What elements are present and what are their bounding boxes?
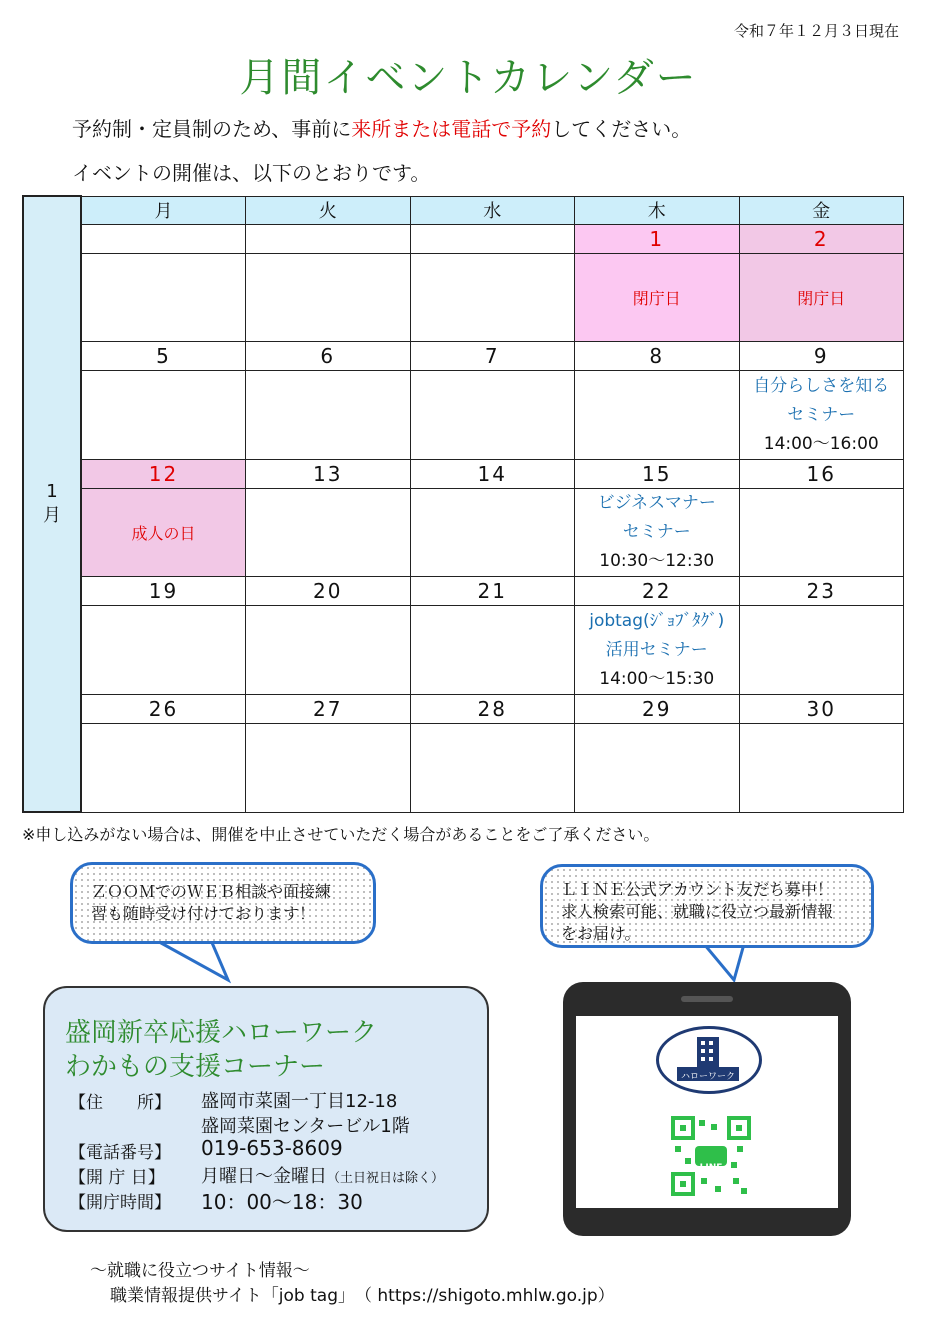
month-label bbox=[23, 196, 81, 812]
day-cell bbox=[739, 606, 904, 694]
day-number: 28 bbox=[410, 694, 575, 723]
event-title: 自分らしさを知る bbox=[753, 375, 890, 396]
event-calendar bbox=[22, 195, 904, 813]
line-qr-code[interactable] bbox=[671, 1116, 751, 1196]
bubble-text: 習も随時受け付けております！ bbox=[91, 904, 316, 923]
day-number: 26 bbox=[81, 694, 246, 723]
open-days-value: 月曜日～金曜日 bbox=[201, 1166, 327, 1187]
weekday-fri: 金 bbox=[739, 196, 904, 224]
open-days bbox=[201, 1162, 444, 1188]
phone-speaker bbox=[681, 996, 733, 1002]
intro-highlight: 来所または電話で予約 bbox=[351, 117, 552, 141]
event-self-discovery-seminar bbox=[739, 371, 904, 459]
day-number: 9 bbox=[739, 342, 904, 371]
day-number bbox=[81, 224, 246, 253]
day-cell bbox=[81, 371, 246, 459]
day-number: 7 bbox=[410, 342, 575, 371]
phone-screen bbox=[576, 1016, 838, 1208]
day-number: 29 bbox=[575, 694, 740, 723]
day-number: 21 bbox=[410, 577, 575, 606]
site-info-heading: ～就職に役立つサイト情報～ bbox=[90, 1261, 310, 1281]
day-cell bbox=[410, 724, 575, 812]
qr-label: LINE bbox=[699, 1163, 723, 1173]
day-number-holiday: 12 bbox=[81, 459, 246, 488]
day-cell bbox=[246, 606, 411, 694]
day-cell bbox=[410, 606, 575, 694]
day-number bbox=[410, 224, 575, 253]
day-number: 15 bbox=[575, 459, 740, 488]
event-jobtag-seminar bbox=[575, 606, 740, 694]
office-name: 盛岡新卒応援ハローワーク bbox=[65, 1018, 378, 1048]
phone-number: 019-653-8609 bbox=[201, 1136, 343, 1160]
bubble-text: 求人検索可能、就職に役立つ最新情報 bbox=[561, 902, 834, 921]
open-days-note: （土日祝日は除く） bbox=[327, 1171, 445, 1186]
day-cell bbox=[739, 488, 904, 576]
day-number bbox=[246, 224, 411, 253]
day-number-holiday: 2 bbox=[739, 224, 904, 253]
day-cell bbox=[410, 488, 575, 576]
weekday-mon: 月 bbox=[81, 196, 246, 224]
intro-schedule: イベントの開催は、以下のとおりです。 bbox=[72, 161, 431, 185]
holiday-closed: 閉庁日 bbox=[739, 253, 904, 341]
day-number: 6 bbox=[246, 342, 411, 371]
event-time: 14:00～16:00 bbox=[763, 433, 879, 454]
hours-label: 【開庁時間】 bbox=[69, 1193, 171, 1213]
smartphone-illustration bbox=[563, 982, 851, 1236]
event-title: セミナー bbox=[622, 522, 691, 543]
address-line2: 盛岡菜園センタービル1階 bbox=[201, 1116, 410, 1137]
day-number: 13 bbox=[246, 459, 411, 488]
open-days-label: 【開 庁 日】 bbox=[69, 1168, 165, 1188]
weekday-tue: 火 bbox=[246, 196, 411, 224]
intro-text: 予約制・定員制のため、事前に bbox=[72, 117, 352, 141]
day-number: 22 bbox=[575, 577, 740, 606]
event-time: 10:30～12:30 bbox=[599, 551, 715, 572]
day-cell bbox=[575, 724, 740, 812]
address-line1: 盛岡市菜園一丁目12-18 bbox=[201, 1091, 398, 1112]
bubble-text: ＺＯＯＭでのＷＥＢ相談や面接練 bbox=[91, 882, 332, 901]
day-number: 16 bbox=[739, 459, 904, 488]
intro-reservation bbox=[72, 113, 691, 142]
weekday-wed: 水 bbox=[410, 196, 575, 224]
logo-text: ハローワーク bbox=[680, 1072, 735, 1082]
day-cell bbox=[739, 724, 904, 812]
day-number: 27 bbox=[246, 694, 411, 723]
day-number: 23 bbox=[739, 577, 904, 606]
day-cell bbox=[246, 371, 411, 459]
line-account-bubble bbox=[540, 864, 874, 948]
day-cell bbox=[410, 253, 575, 341]
event-title: 活用セミナー bbox=[605, 639, 708, 660]
as-of-date: 令和７年１２月３日現在 bbox=[733, 22, 899, 40]
day-number: 19 bbox=[81, 577, 246, 606]
event-title: jobtag(ｼﾞｮﾌﾞﾀｸﾞ) bbox=[589, 610, 725, 631]
zoom-consultation-bubble bbox=[70, 862, 376, 944]
day-number: 30 bbox=[739, 694, 904, 723]
day-number: 5 bbox=[81, 342, 246, 371]
office-corner-name: わかもの支援コーナー bbox=[65, 1052, 326, 1082]
bubble-text: をお届け。 bbox=[561, 924, 641, 943]
holiday-closed: 閉庁日 bbox=[575, 253, 740, 341]
day-cell bbox=[246, 488, 411, 576]
address-label: 【住 所】 bbox=[69, 1093, 171, 1113]
cancellation-note: ※申し込みがない場合は、開催を中止させていただく場合があることをご了承ください。 bbox=[22, 825, 660, 844]
intro-text-end: してください。 bbox=[551, 117, 692, 141]
day-cell bbox=[246, 253, 411, 341]
day-number-holiday: 1 bbox=[575, 224, 740, 253]
day-cell bbox=[81, 253, 246, 341]
month-number: 1 bbox=[46, 481, 58, 502]
open-hours: 10：00～18：30 bbox=[201, 1190, 363, 1214]
day-cell bbox=[81, 606, 246, 694]
day-number: 20 bbox=[246, 577, 411, 606]
day-cell bbox=[246, 724, 411, 812]
day-cell bbox=[410, 371, 575, 459]
day-cell bbox=[81, 724, 246, 812]
office-info-box bbox=[43, 986, 489, 1232]
event-title: セミナー bbox=[787, 404, 856, 425]
event-business-manners-seminar bbox=[575, 488, 740, 576]
event-time: 14:00～15:30 bbox=[599, 668, 715, 689]
event-title: ビジネスマナー bbox=[597, 493, 716, 514]
day-cell bbox=[575, 371, 740, 459]
phone-label: 【電話番号】 bbox=[69, 1143, 171, 1163]
jobtag-site-link[interactable]: 職業情報提供サイト「job tag」 （ https://shigoto.mhlw.go.jp） bbox=[110, 1286, 615, 1306]
weekday-thu: 木 bbox=[575, 196, 740, 224]
hellowork-logo bbox=[656, 1026, 762, 1094]
day-number: 14 bbox=[410, 459, 575, 488]
bubble-text: ＬＩＮＥ公式アカウント友だち募中！ bbox=[561, 880, 833, 899]
month-unit: 月 bbox=[43, 505, 61, 526]
holiday-coming-of-age: 成人の日 bbox=[81, 488, 246, 576]
day-number: 8 bbox=[575, 342, 740, 371]
page-title: 月間イベントカレンダー bbox=[239, 55, 698, 101]
